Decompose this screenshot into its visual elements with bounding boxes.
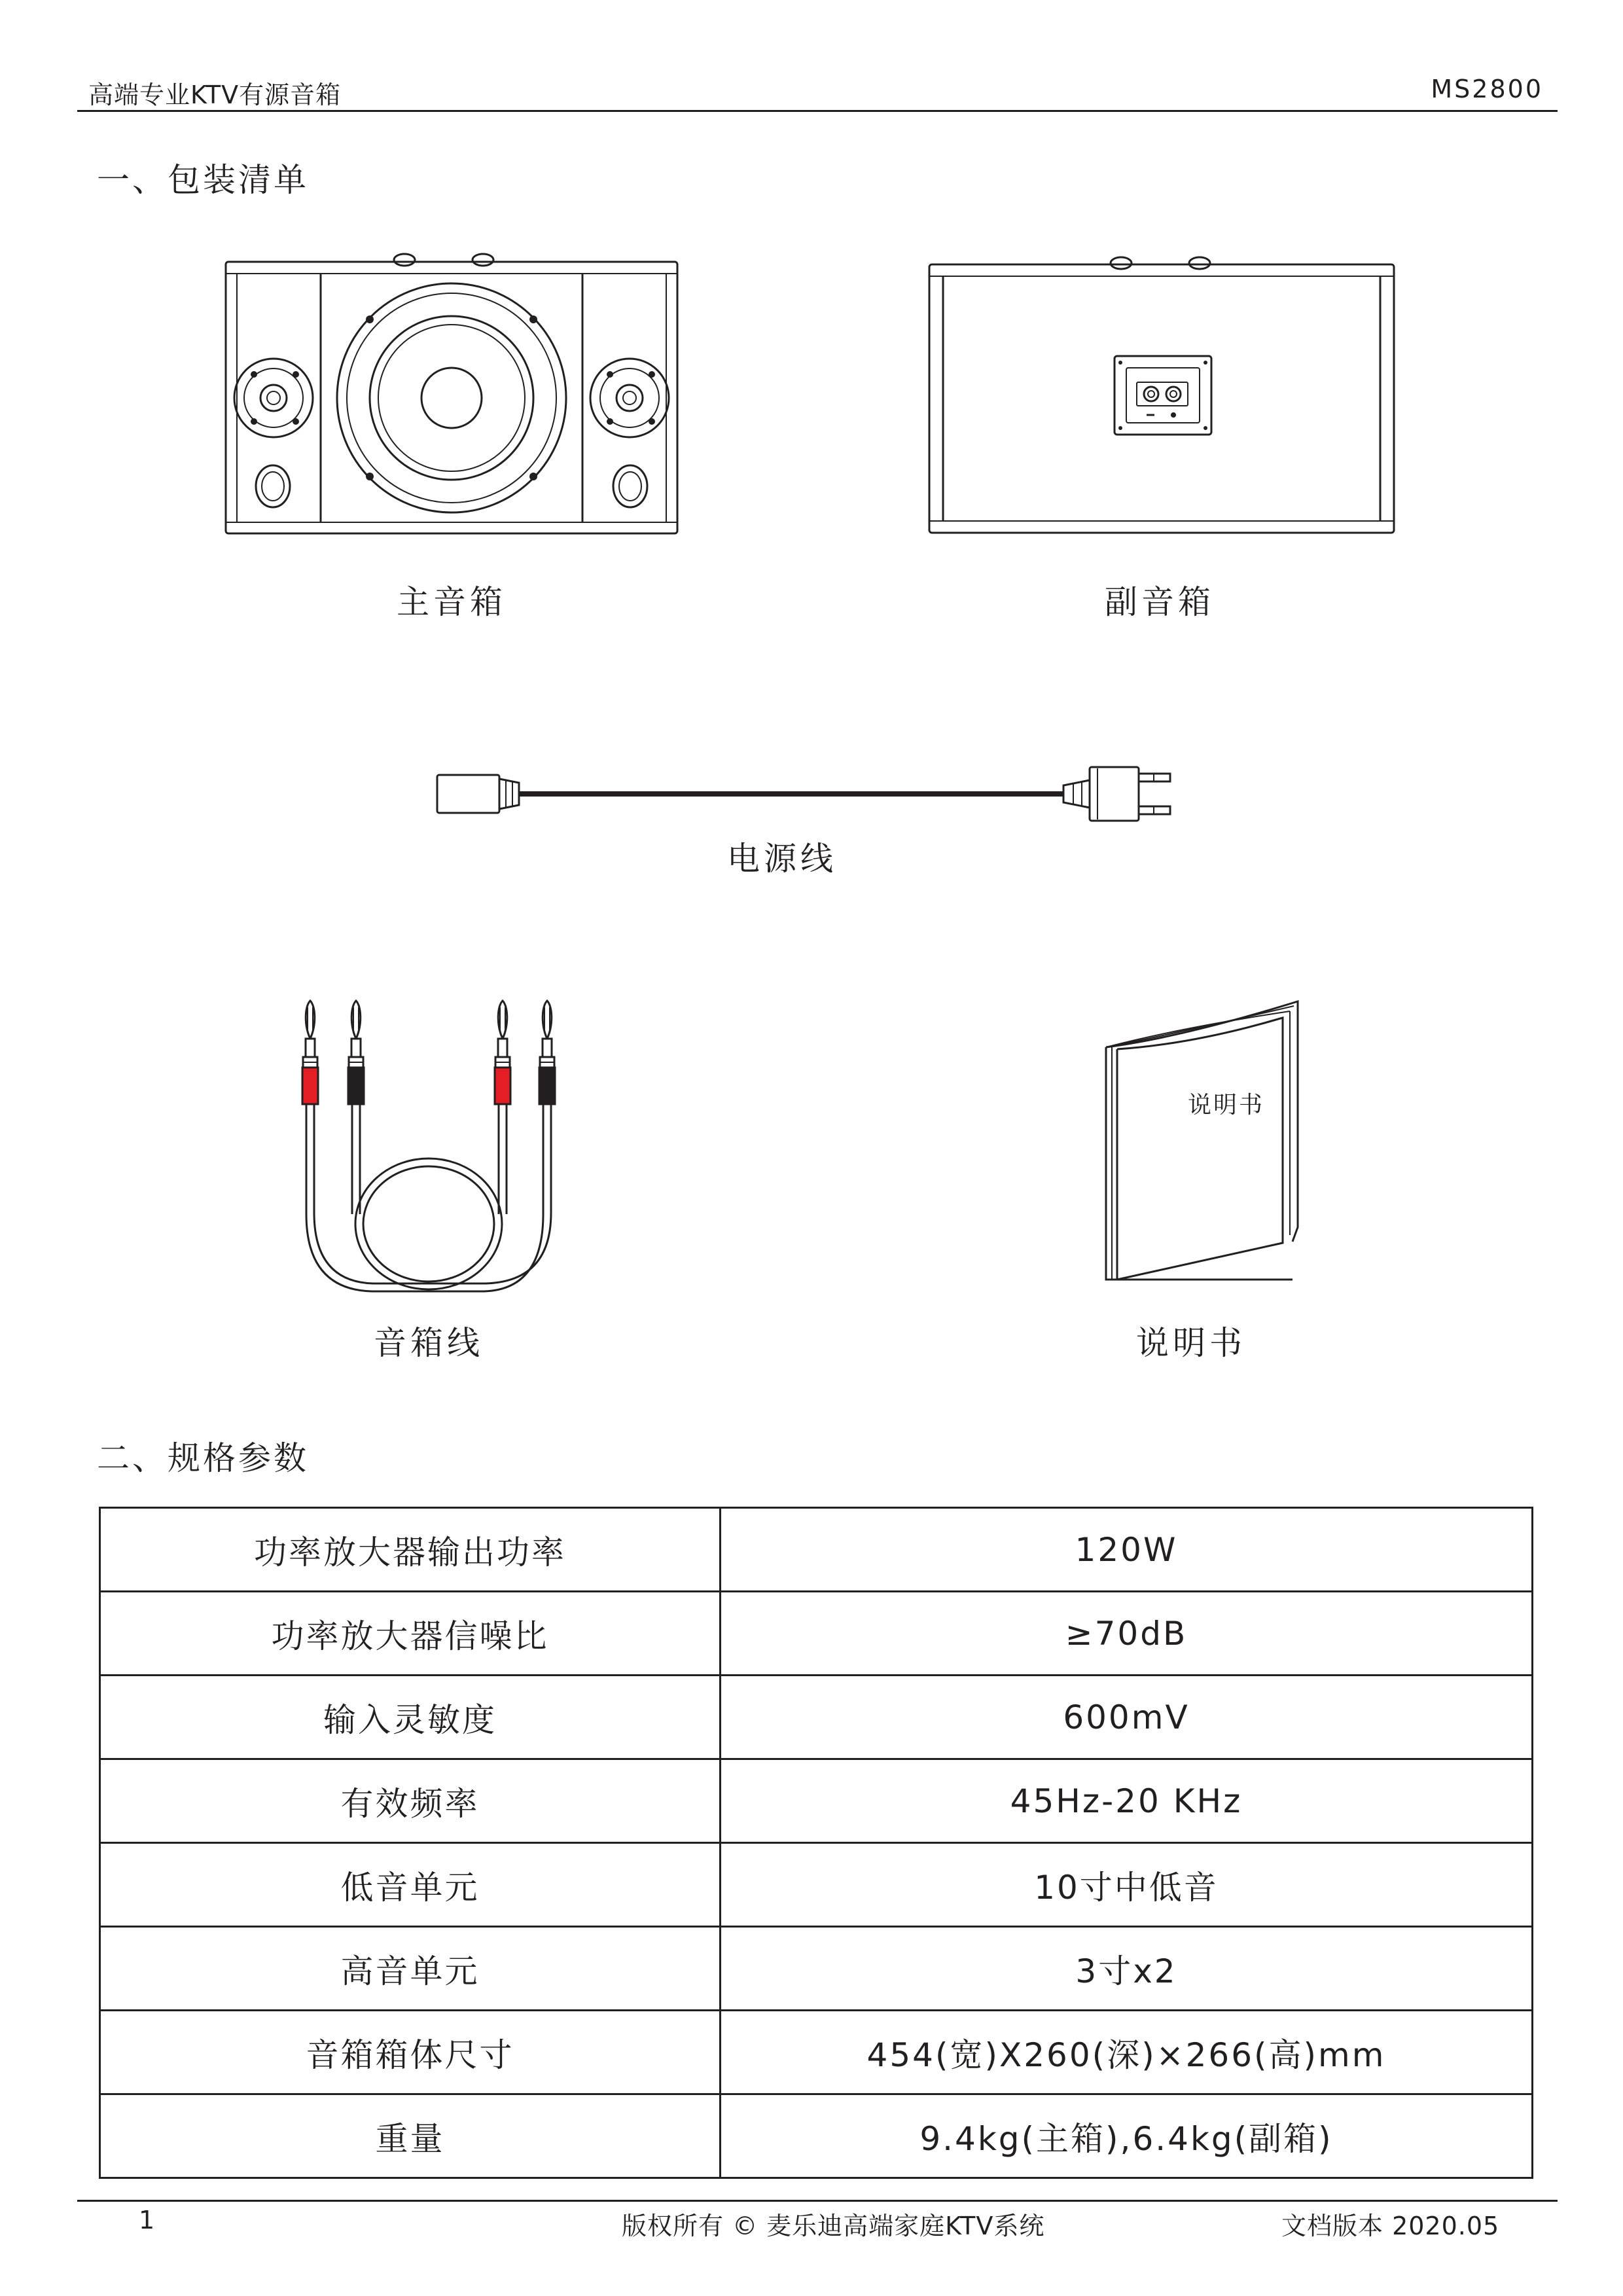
manual-illustration	[1103, 998, 1299, 1283]
document-version: 文档版本 2020.05	[1281, 2212, 1500, 2240]
spec-name: 重量	[100, 2094, 721, 2178]
document-title: 高端专业KTV有源音箱	[88, 81, 342, 109]
spec-value: 45Hz-20 KHz	[721, 1759, 1533, 1843]
spec-name: 功率放大器信噪比	[100, 1592, 721, 1676]
speaker-wire-illustration	[288, 998, 569, 1296]
table-row	[100, 1927, 1533, 2011]
table-row	[100, 1676, 1533, 1759]
spec-name: 低音单元	[100, 1843, 721, 1927]
spec-value: 3寸x2	[721, 1927, 1533, 2011]
header-divider	[77, 110, 1558, 112]
page-number: 1	[139, 2206, 155, 2234]
model-number: MS2800	[1431, 75, 1543, 103]
table-row	[100, 1843, 1533, 1927]
specifications-heading: 二、规格参数	[97, 1439, 309, 1477]
sub-speaker-label: 副音箱	[1105, 583, 1215, 621]
power-cable-label: 电源线	[727, 840, 837, 878]
spec-name: 音箱箱体尺寸	[100, 2011, 721, 2094]
specifications-table	[99, 1507, 1533, 2179]
table-row	[100, 1759, 1533, 1843]
packing-list-heading: 一、包装清单	[97, 161, 309, 199]
sub-speaker-illustration	[926, 254, 1397, 537]
spec-value: 454(宽)X260(深)×266(高)mm	[721, 2011, 1533, 2094]
main-speaker-label: 主音箱	[397, 583, 507, 621]
table-row	[100, 2094, 1533, 2178]
copyright-notice: 版权所有 © 麦乐迪高端家庭KTV系统	[622, 2212, 1045, 2240]
table-row	[100, 1508, 1533, 1592]
manual-label: 说明书	[1136, 1324, 1246, 1362]
manual-cover-title: 说明书	[1188, 1092, 1265, 1119]
power-cable-illustration	[435, 759, 1201, 828]
spec-value: 120W	[721, 1508, 1533, 1592]
table-row	[100, 1592, 1533, 1676]
speaker-wire-label: 音箱线	[374, 1324, 484, 1362]
spec-value: 9.4kg(主箱),6.4kg(副箱)	[721, 2094, 1533, 2178]
spec-value: 10寸中低音	[721, 1843, 1533, 1927]
spec-name: 高音单元	[100, 1927, 721, 2011]
spec-value: ≥70dB	[721, 1592, 1533, 1676]
footer-divider	[77, 2200, 1558, 2202]
spec-name: 功率放大器输出功率	[100, 1508, 721, 1592]
table-row	[100, 2011, 1533, 2094]
spec-name: 有效频率	[100, 1759, 721, 1843]
spec-name: 输入灵敏度	[100, 1676, 721, 1759]
spec-value: 600mV	[721, 1676, 1533, 1759]
main-speaker-illustration	[223, 247, 681, 537]
